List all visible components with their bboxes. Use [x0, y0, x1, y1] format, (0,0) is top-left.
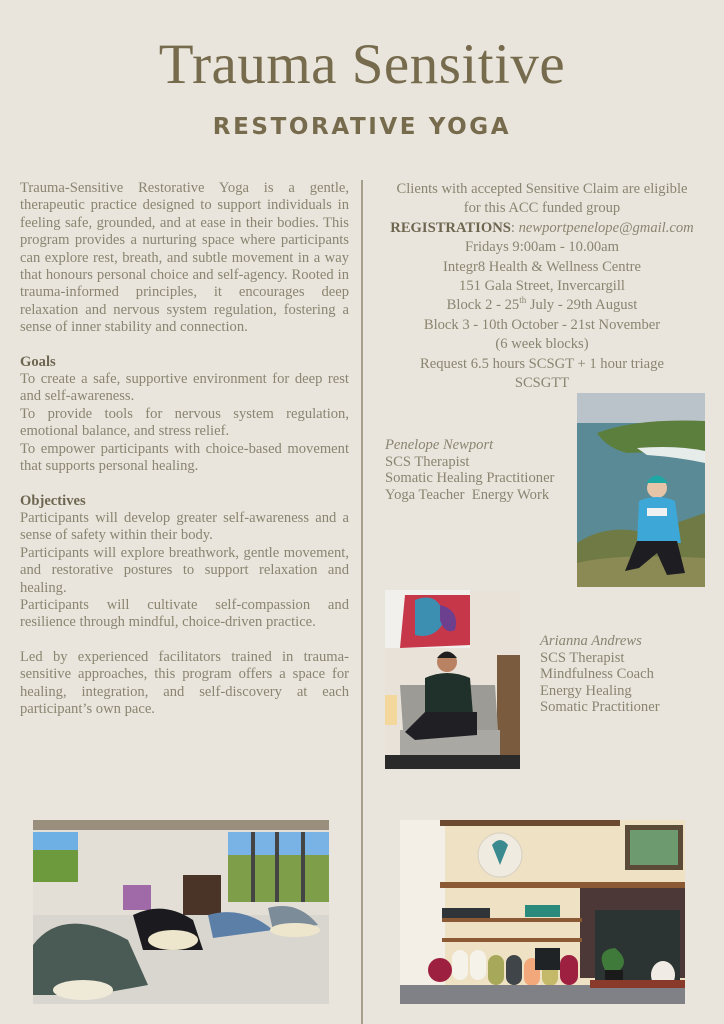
request-line: SCSGTT — [514, 375, 570, 392]
eligibility-line: Clients with accepted Sensitive Claim are eligible — [396, 181, 688, 197]
class-photo — [33, 820, 329, 1004]
program-description — [20, 180, 349, 718]
facilitator-role: SCS Therapist — [540, 649, 625, 666]
facilitator-name: Arianna Andrews — [540, 633, 642, 649]
facilitator-bio-penelope — [385, 437, 554, 503]
objectives-heading: Objectives — [20, 492, 86, 509]
closing-paragraph: Led by experienced facilitators trained in trauma-sensitive approaches, this program offers a space for healing, integration, and self-discovery at each participant’s own pace. — [20, 648, 349, 717]
arianna-photo — [385, 590, 520, 769]
objectives-section — [20, 493, 349, 632]
facilitator-role: SCS Therapist — [385, 453, 470, 470]
facilitator-role: Somatic Practitioner — [540, 699, 660, 716]
eligibility-line: for this ACC funded group — [463, 200, 621, 217]
facilitator-role: Energy Healing — [540, 682, 632, 699]
intro-paragraph: Trauma-Sensitive Restorative Yoga is a gentle, therapeutic practice designed to support individuals in feeling safe, grounded, and at ease in their bodies. This program provides a nurturing space where participants can explore rest, breath, and subtle movement in a way that honours personal choice and self-agency. Rooted in trauma-informed principles, it encourages deep relaxation and nervous system regulation, fostering a sense of inner stability and connection. — [20, 180, 349, 336]
column-divider — [361, 180, 363, 1024]
goal-item: To empower participants with choice-based movement that supports personal healing. — [20, 440, 349, 475]
schedule-line: Fridays 9:00am - 10.00am — [464, 239, 620, 256]
facilitator-role: Mindfulness Coach — [540, 666, 654, 683]
objective-item: Participants will cultivate self-compassion and resilience through mindful, choice-driven practice. — [20, 596, 349, 631]
objective-item: Participants will develop greater self-awareness and a sense of safety within their body. — [20, 509, 349, 544]
room-photo — [400, 820, 685, 1004]
goal-item: To provide tools for nervous system regulation, emotional balance, and stress relief. — [20, 405, 349, 440]
page-title: Trauma Sensitive — [158, 33, 566, 96]
request-line: Request 6.5 hours SCSGT + 1 hour triage — [420, 355, 664, 372]
facilitator-role: Yoga Teacher Energy Work — [385, 486, 550, 503]
registrations-line — [372, 219, 712, 238]
penelope-photo — [577, 393, 705, 587]
goal-item: To create a safe, supportive environment for deep rest and self-awareness. — [20, 371, 349, 405]
address-line: 151 Gala Street, Invercargill — [459, 278, 625, 295]
objective-item: Participants will explore breathwork, gentle movement, and restorative postures to support relaxation and healing. — [20, 544, 349, 596]
block2-line — [372, 296, 712, 315]
block2-suffix: July - 29th August — [526, 297, 638, 314]
goals-heading: Goals — [20, 353, 56, 370]
facilitator-role: Somatic Healing Practitioner — [385, 470, 555, 487]
block3-line: Block 3 - 10th October - 21st November — [423, 316, 661, 333]
registrations-separator: : — [510, 219, 519, 236]
venue-line: Integr8 Health & Wellness Centre — [443, 258, 641, 275]
facilitator-bio-arianna — [540, 633, 660, 716]
block-length-line: (6 week blocks) — [495, 336, 589, 353]
block2-superscript: th — [519, 295, 527, 306]
goals-section — [20, 354, 349, 476]
page-subtitle: RESTORATIVE YOGA — [212, 114, 512, 140]
facilitator-name: Penelope Newport — [385, 437, 494, 453]
registrations-label: REGISTRATIONS — [390, 219, 511, 236]
registrations-email-link[interactable]: newportpenelope@gmail.com — [518, 219, 694, 236]
program-details — [372, 180, 712, 393]
block2-prefix: Block 2 - 25 — [446, 297, 520, 314]
